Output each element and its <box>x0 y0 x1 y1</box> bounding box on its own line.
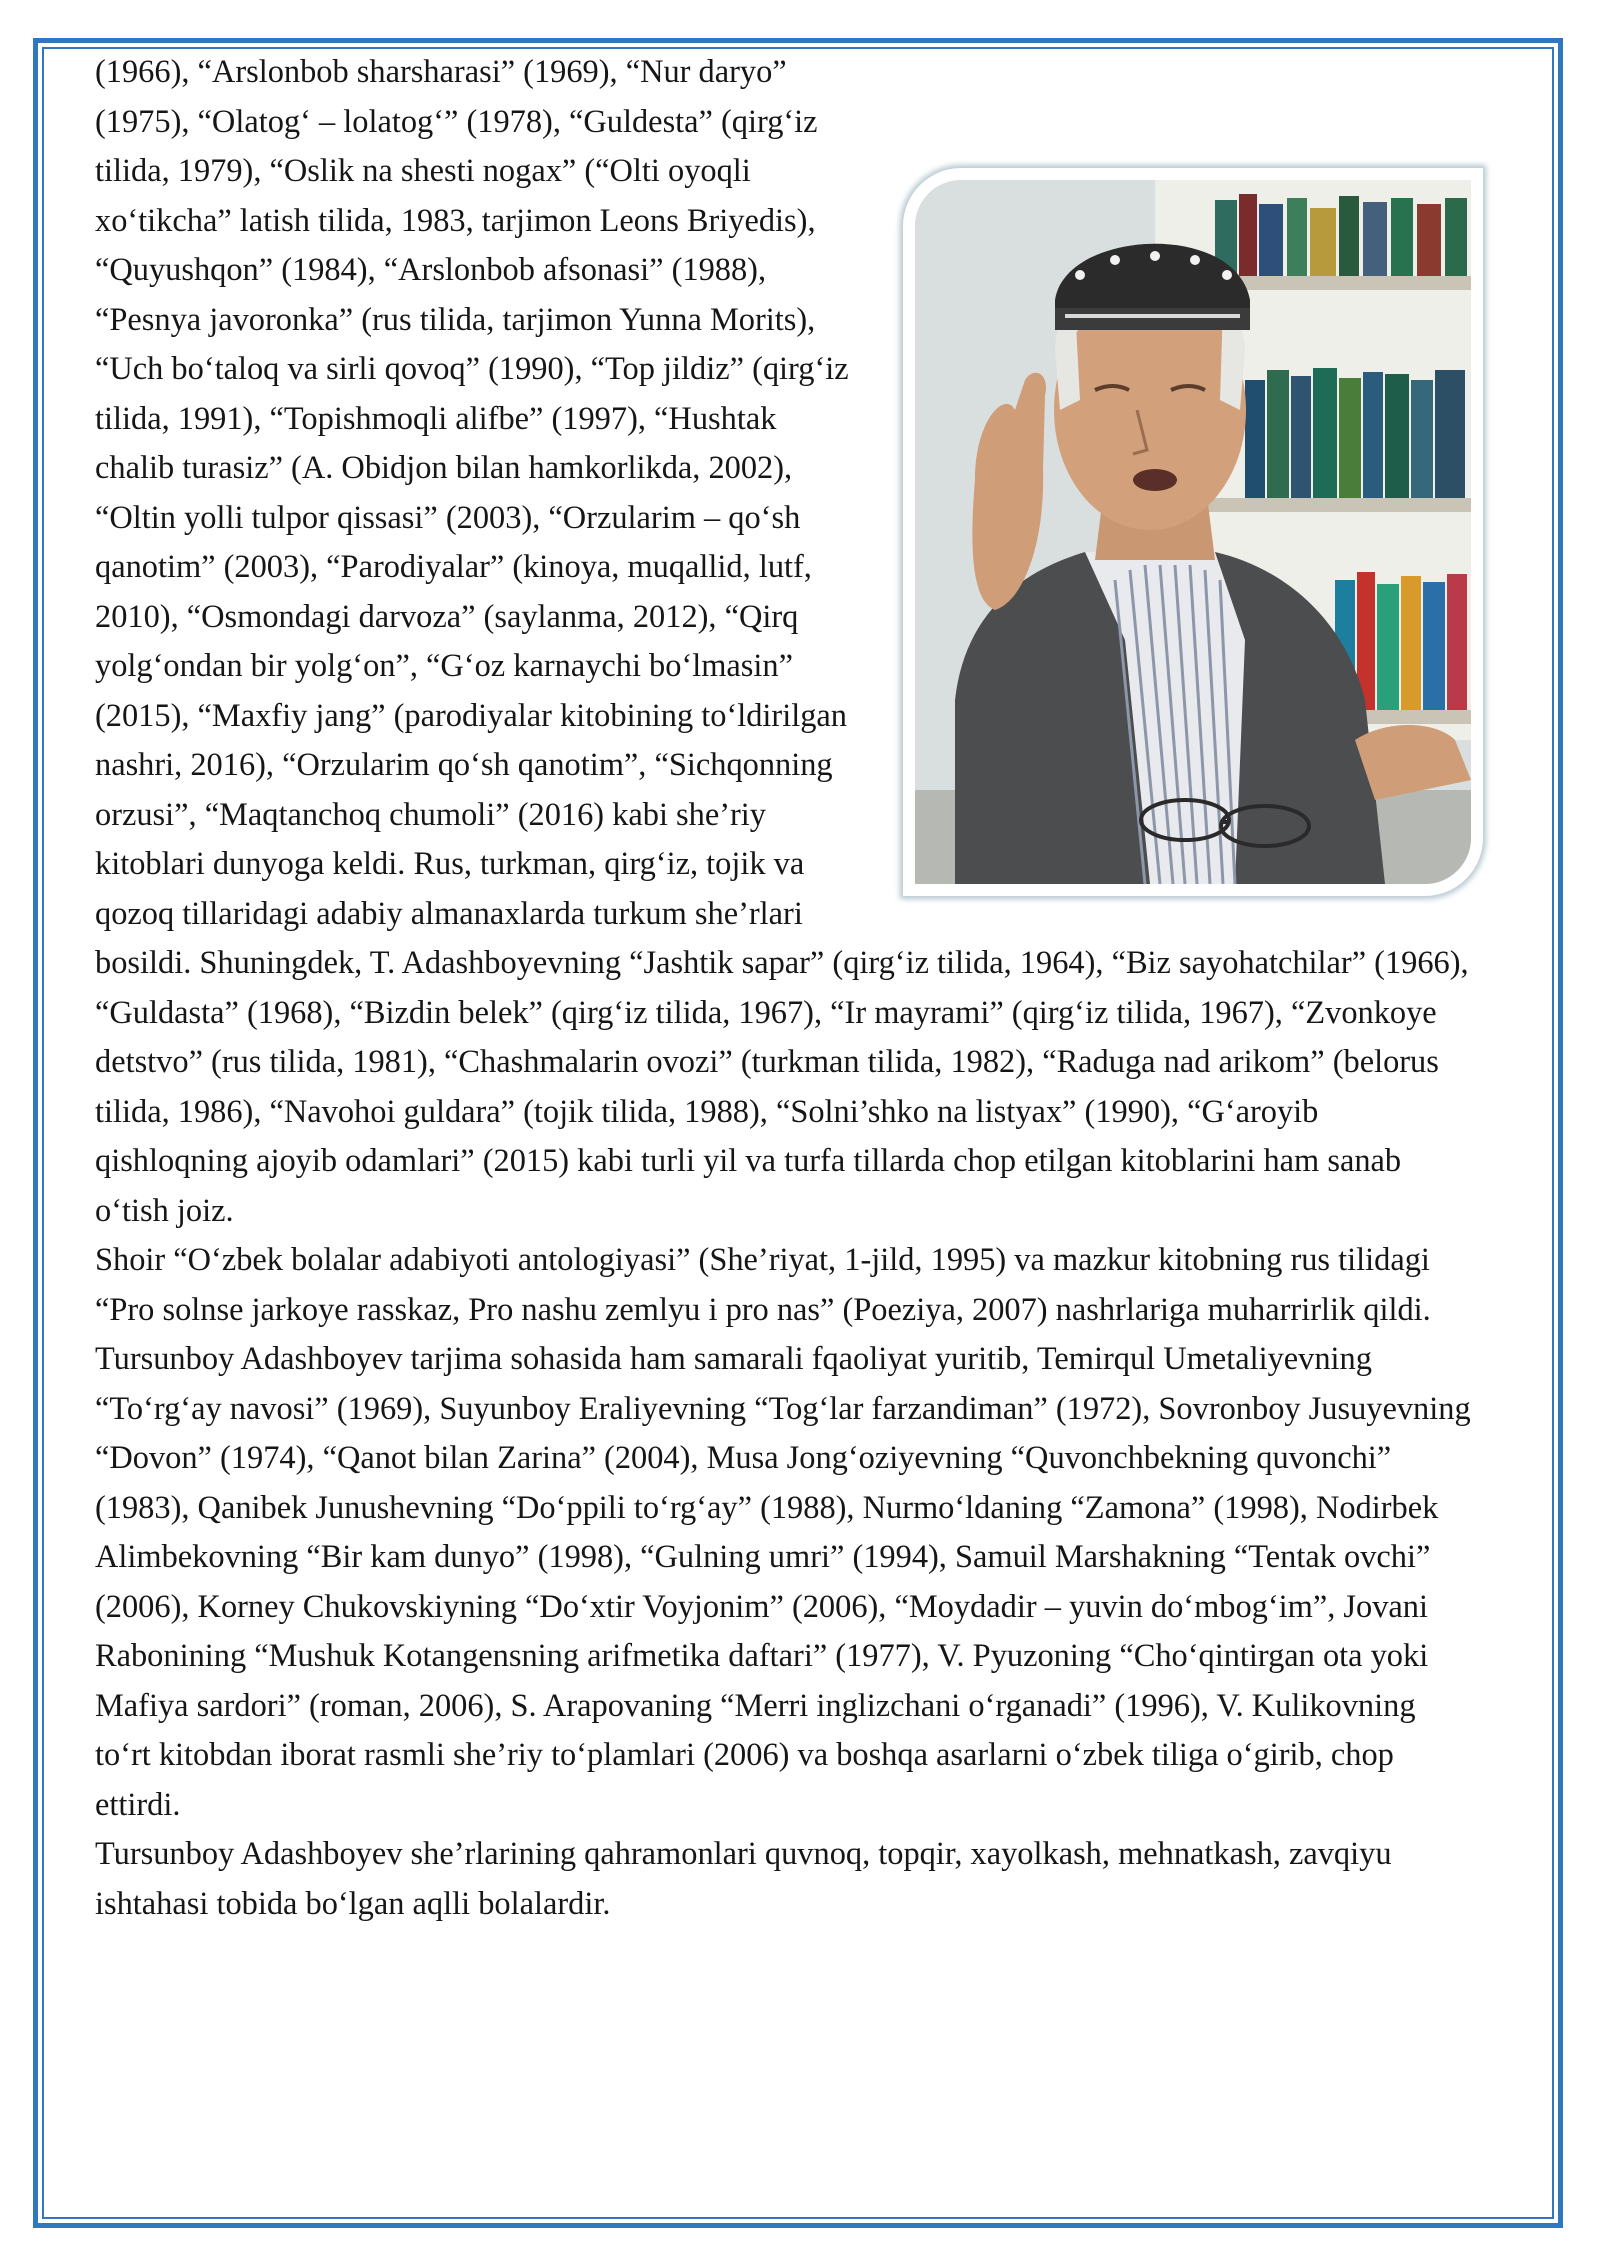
document-body <box>95 48 1475 1929</box>
portrait-photo <box>903 168 1483 896</box>
paragraph-1: (1966), “Arslonbob sharsharasi” (1969), “Nur daryo” (1975), “Olatog‘ – lolatog‘” (1978), “Guldesta” (qirg‘iz tilida, 1979), “Oslik na shesti nogax” (“Olti oyoqli xo‘tikcha” latish tilida, 1983, tarjimon Leons Briyedis), “Quyushqon” (1984), “Arslonbob afsonasi” (1988), “Pesnya javoronka” (rus tilida, tarjimon Yunna Morits), “Uch bo‘taloq va sirli qovoq” (1990), “Top jildiz” (qirg‘iz tilida, 1991), “Topishmoqli alifbe” (1997), “Hushtak chalib turasiz” (A. Obidjon bilan hamkorlikda, 2002), “Oltin yolli tulpor qissasi” (2003), “Orzularim – qo‘sh qanotim” (2003), “Parodiyalar” (kinoya, muqallid, lutf, 2010), “Osmondagi darvoza” (saylanma, 2012), “Qirq yolg‘ondan bir yolg‘on”, “G‘oz karnaychi bo‘lmasin” (2015), “Maxfiy jang” (parodiyalar kitobining to‘ldirilgan nashri, 2016), “Orzularim qo‘sh qanotim”, “Sichqonning orzusi”, “Maqtanchoq chumoli” (2016) kabi she’riy kitoblari dunyoga keldi. Rus, turkman, qirg‘iz, tojik va qozoq tillaridagi adabiy almanaxlarda turkum she’rlari bosildi. Shuningdek, T. Adashboyevning “Jashtik sapar” (qirg‘iz tilida, 1964), “Biz sayohatchilar” (1966), “Guldasta” (1968), “Bizdin belek” (qirg‘iz tilida, 1967), “Ir mayrami” (qirg‘iz tilida, 1967), “Zvonkoye detstvo” (rus tilida, 1981), “Chashmalarin ovozi” (turkman tilida, 1982), “Raduga nad arikom” (belorus tilida, 1986), “Navohoi guldara” (tojik tilida, 1988), “Solni’shko na listyax” (1990), “G‘aroyib qishloqning ajoyib odamlari” (2015) kabi turli yil va turfa tillarda chop etilgan kitoblarini ham sanab o‘tish joiz. <box>95 54 1469 1229</box>
portrait-image <box>915 180 1471 884</box>
paragraph-3: Tursunboy Adashboyev tarjima sohasida ham samarali fqaoliyat yuritib, Temirqul Umetaliyevning “To‘rg‘ay navosi” (1969), Suyunboy Eraliyevning “Tog‘lar farzandiman” (1972), Sovronboy Jusuyevning “Dovon” (1974), “Qanot bilan Zarina” (2004), Musa Jong‘oziyevning “Quvonchbekning quvonchi” (1983), Qanibek Junushevning “Do‘ppili to‘rg‘ay” (1988), Nurmo‘ldaning “Zamona” (1998), Nodirbek Alimbekovning “Bir kam dunyo” (1998), “Gulning umri” (1994), Samuil Marshakning “Tentak ovchi” (2006), Korney Chukovskiyning “Do‘xtir Voyjonim” (2006), “Moydadir – yuvin do‘mbog‘im”, Jovani Rabonining “Mushuk Kotangensning arifmetika daftari” (1977), V. Pyuzoning “Cho‘qintirgan ota yoki Mafiya sardori” (roman, 2006), S. Arapovaning “Merri inglizchani o‘rganadi” (1996), V. Kulikovning to‘rt kitobdan iborat rasmli she’riy to‘plamlari (2006) va boshqa asarlarni o‘zbek tiliga o‘girib, chop ettirdi. <box>95 1341 1471 1823</box>
paragraph-4: Tursunboy Adashboyev she’rlarining qahramonlari quvnoq, topqir, xayolkash, mehnatkash, zavqiyu ishtahasi tobida bo‘lgan aqlli bolalardir. <box>95 1836 1392 1922</box>
paragraph-2: Shoir “O‘zbek bolalar adabiyoti antologiyasi” (She’riyat, 1-jild, 1995) va mazkur kitobning rus tilidagi “Pro solnse jarkoye rasskaz, Pro nashu zemlyu i pro nas” (Poeziya, 2007) nashrlariga muharrirlik qildi. <box>95 1242 1431 1328</box>
